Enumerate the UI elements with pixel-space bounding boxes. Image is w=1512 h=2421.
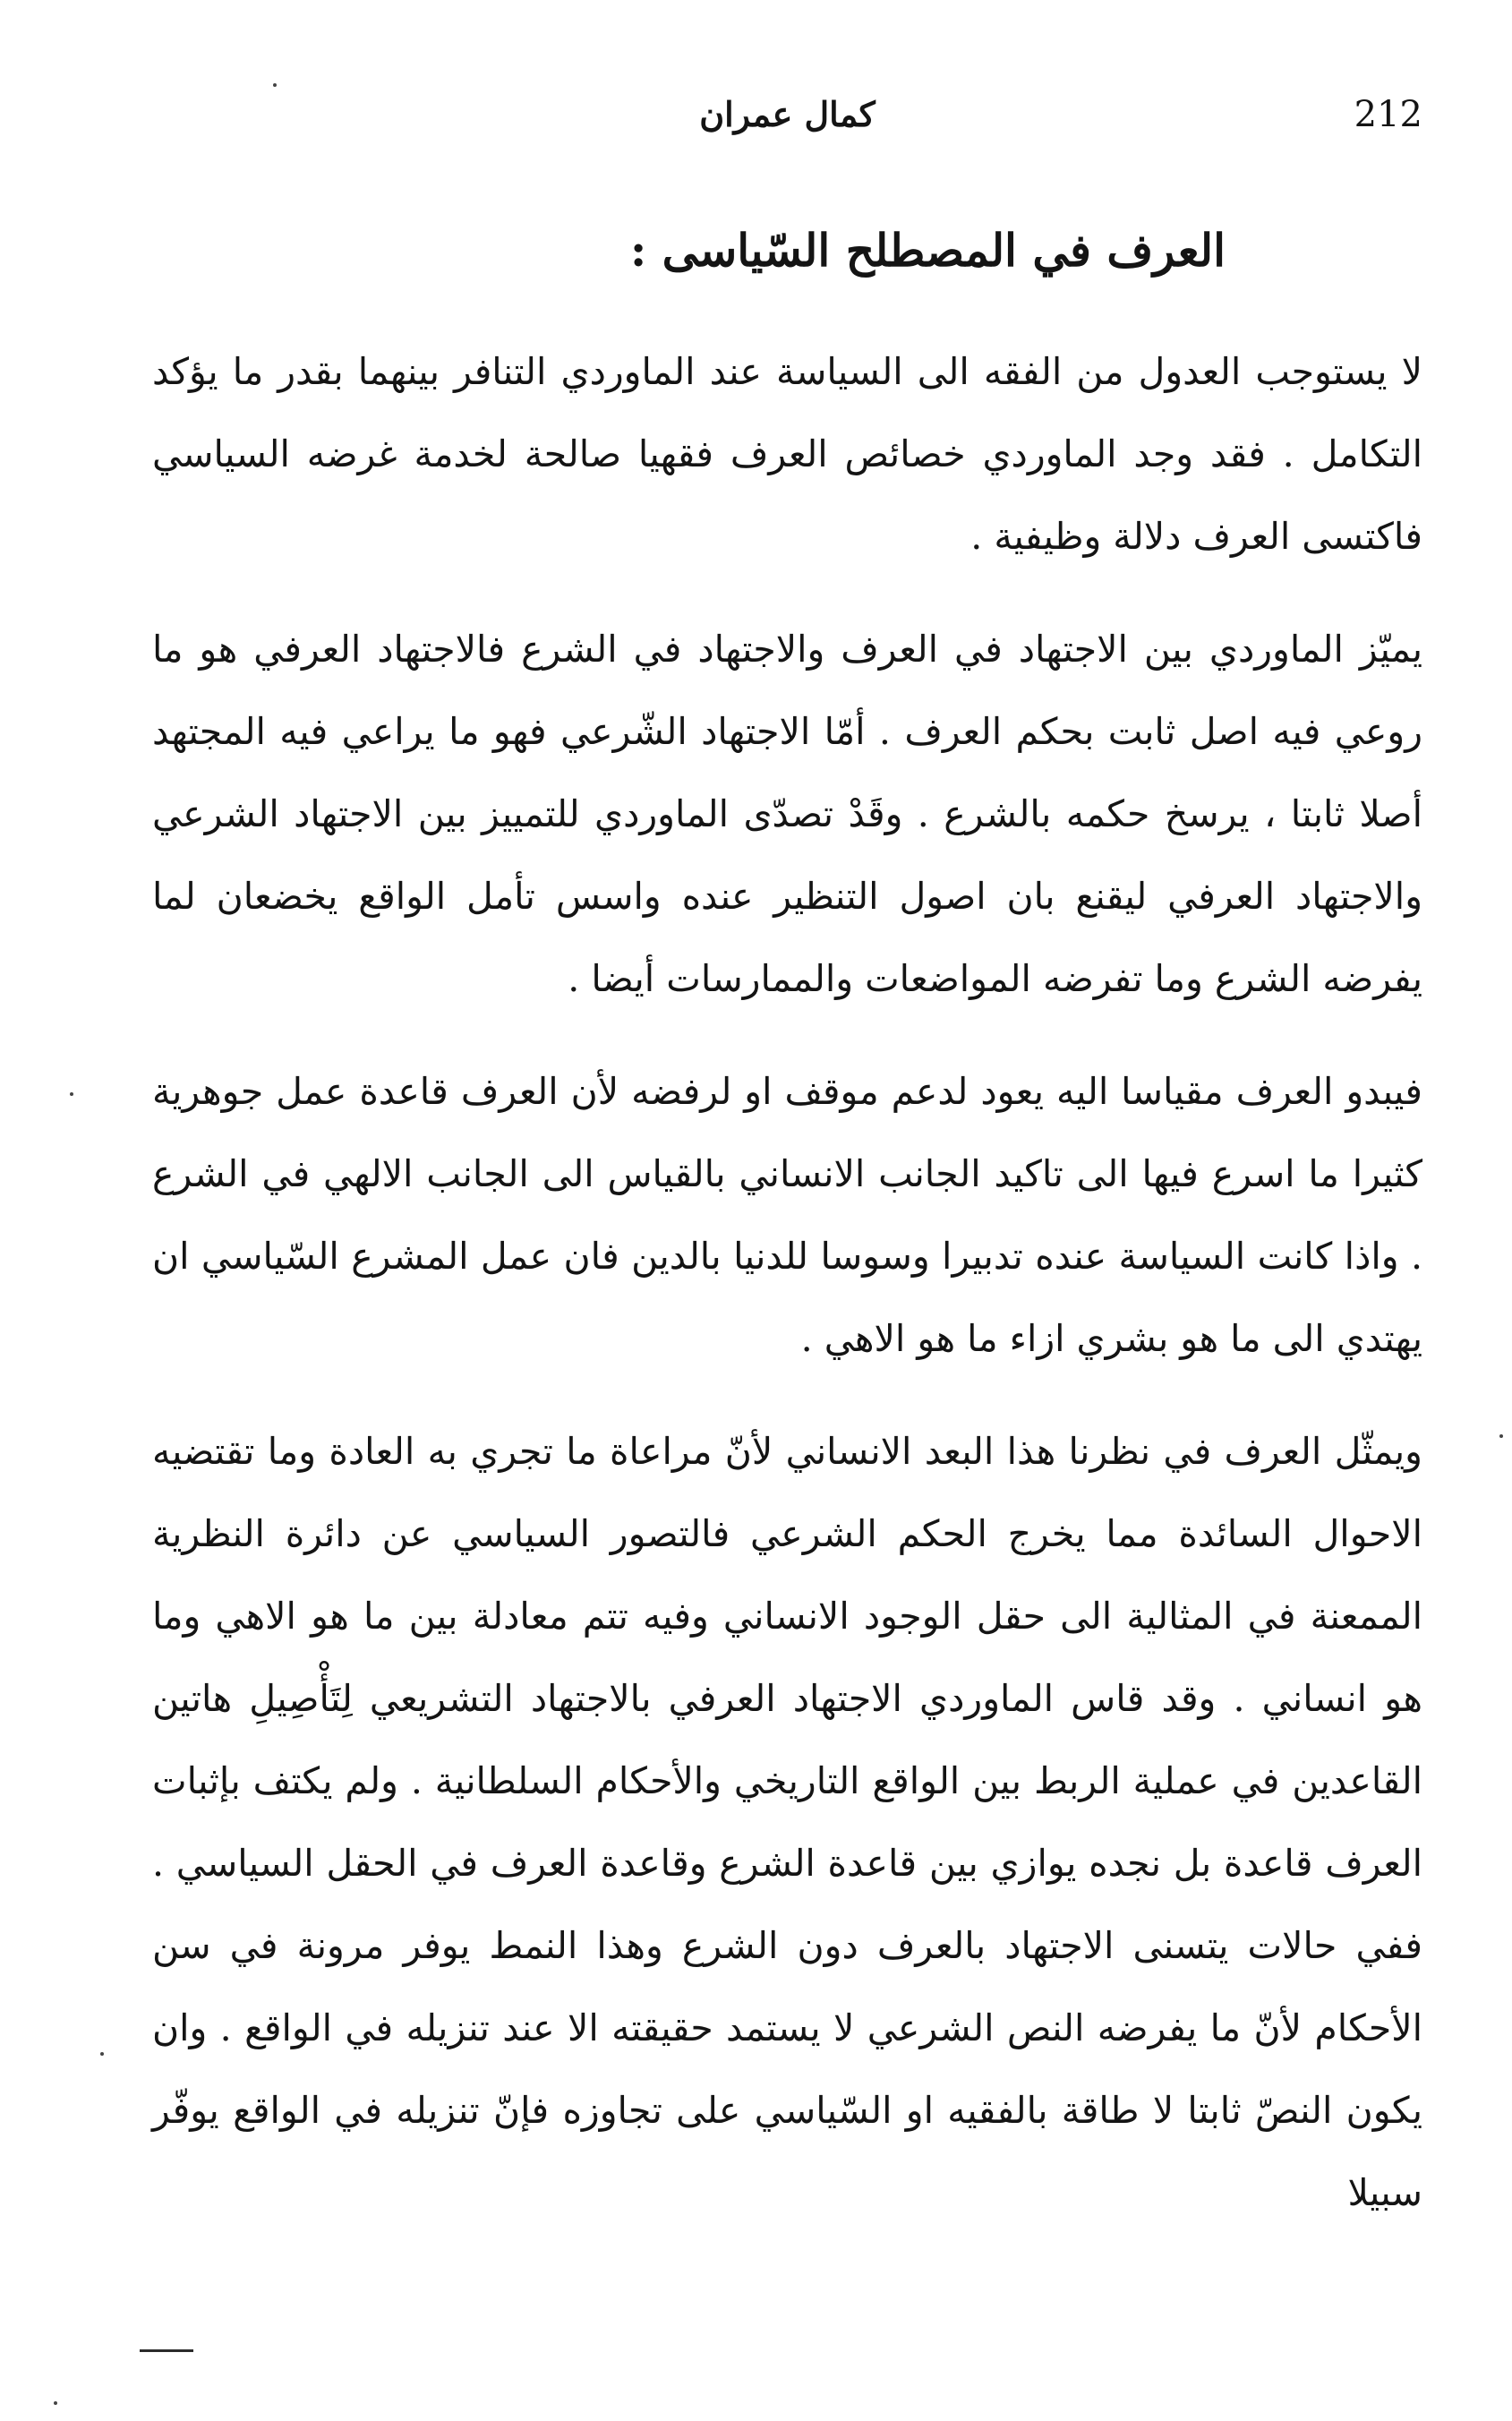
scan-speck (54, 2401, 57, 2405)
scan-speck (273, 83, 277, 87)
scan-speck (70, 1092, 73, 1096)
paragraph-2: يميّز الماوردي بين الاجتهاد في العرف والاجتهاد في الشرع فالاجتهاد العرفي هو ما روعي فيه اصل ثابت بحكم العرف . أمّا الاجتهاد الشّرعي فهو ما يراعي فيه المجتهد أصلا ثابتا ، يرسخ حكمه بالشرع . وقَدْ تصدّى الماوردي للتمييز بين الاجتهاد الشرعي والاجتهاد العرفي ليقنع بان اصول التنظير عنده واسس تأمل الواقع يخضعان لما يفرضه الشرع وما تفرضه المواضعات والممارسات أيضا . (152, 628, 1422, 1000)
scan-speck (100, 2052, 104, 2056)
paragraph-3: فيبدو العرف مقياسا اليه يعود لدعم موقف او لرفضه لأن العرف قاعدة عمل جوهرية كثيرا ما اسرع فيها الى تاكيد الجانب الانساني بالقياس الى الجانب الالهي في الشرع . واذا كانت السياسة عنده تدبيرا وسوسا للدنيا بالدين فان عمل المشرع السّياسي ان يهتدي الى ما هو بشري ازاء ما هو الاهي . (152, 1070, 1422, 1360)
running-head: كمال عمران (699, 94, 876, 134)
page-header (152, 94, 1422, 166)
paragraph-1: لا يستوجب العدول من الفقه الى السياسة عند الماوردي التنافر بينهما بقدر ما يؤكد التكامل . فقد وجد الماوردي خصائص العرف فقهيا صالحة لخدمة غرضه السياسي فاكتسى العرف دلالة وظيفية . (152, 350, 1422, 558)
page-number: 212 (1354, 94, 1422, 135)
page-body (152, 224, 1422, 2264)
paragraph-4: ويمثّل العرف في نظرنا هذا البعد الانساني لأنّ مراعاة ما تجري به العادة وما تقتضيه الاحوال السائدة مما يخرج الحكم الشرعي فالتصور السياسي عن دائرة النظرية الممعنة في المثالية الى حقل الوجود الانساني وفيه تتم معادلة بين ما هو الاهي وما هو انساني . وقد قاس الماوردي الاجتهاد العرفي بالاجتهاد التشريعي لِتَأْصِيلِ هاتين القاعدين في عملية الربط بين الواقع التاريخي والأحكام السلطانية . ولم يكتف بإثبات العرف قاعدة بل نجده يوازي بين قاعدة الشرع وقاعدة العرف في الحقل السياسي . ففي حالات يتسنى الاجتهاد بالعرف دون الشرع وهذا النمط يوفر مرونة في سن الأحكام لأنّ ما يفرضه النص الشرعي لا يستمد حقيقته الا عند تنزيله في الواقع . وان يكون النصّ ثابتا لا طاقة بالفقيه او السّياسي على تجاوزه فإنّ تنزيله في الواقع يوفّر سبيلا (152, 1430, 1423, 2214)
scan-speck (1499, 1434, 1503, 1438)
footnote-divider (140, 2349, 193, 2352)
section-title: العرف في المصطلح السّياسى : (629, 224, 1226, 277)
